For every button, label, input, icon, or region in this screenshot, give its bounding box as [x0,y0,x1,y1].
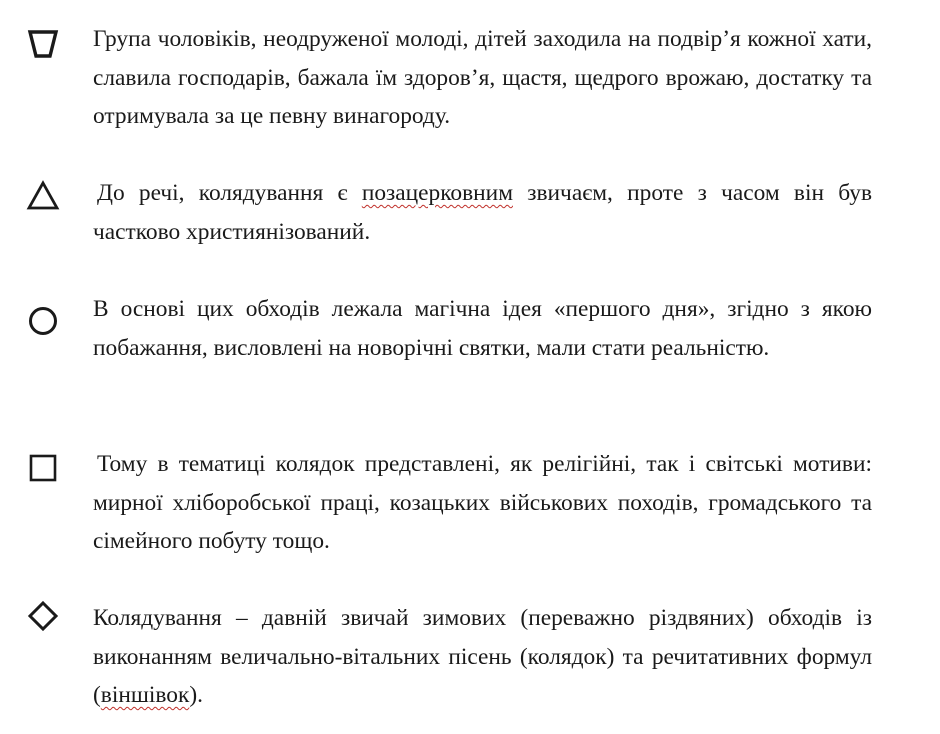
circle-icon [26,304,60,338]
paragraph-5 [93,599,872,715]
paragraph-2-start: До речі, колядування є [97,180,362,206]
square-icon [26,451,60,485]
spellcheck-flagged-word[interactable]: віншівок [100,682,190,708]
trapezoid-icon [26,27,60,61]
paragraph-4: Тому в тематиці колядок представлені, як релігійні, так і світські мотиви: мирної хліборобської праці, козацьких військових походів, громадського та сімейного побуту тощо. [93,451,872,554]
spellcheck-flagged-word[interactable]: позацерковним [361,180,513,206]
paragraph-2 [93,174,872,251]
paragraph-5-end: ). [189,682,203,708]
diamond-icon [26,599,60,633]
paragraph-1: Група чоловіків, неодруженої молоді, дітей заходила на подвір’я кожної хати, славила господарів, бажала їм здоров’я, щастя, щедрого врожаю, достатку та отримувала за це певну винагороду. [93,26,872,129]
paragraph-2-end: звичаєм, проте з часом він був частково християнізований. [93,180,872,245]
triangle-icon [26,178,60,212]
paragraph-5-start: Колядування – давній звичай зимових (переважно різдвяних) обходів із виконанням величально-вітальних пісень (колядок) та речитативних формул ( [93,605,872,708]
paragraph-3: В основі цих обходів лежала магічна ідея «першого дня», згідно з якою побажання, висловлені на новорічні святки, мали стати реальністю. [93,296,872,361]
